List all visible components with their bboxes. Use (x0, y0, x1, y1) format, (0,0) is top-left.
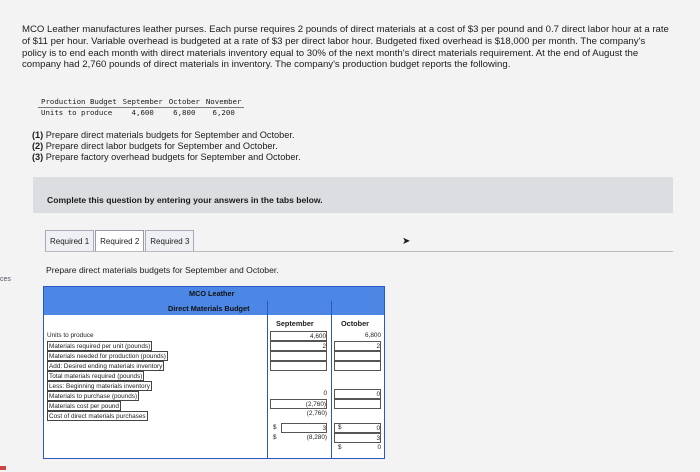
budget-header (44, 287, 384, 315)
requirement-item: (2) Prepare direct labor budgets for September and October. (32, 141, 278, 152)
sep-beginning-inv-input[interactable]: (2,760) (270, 399, 327, 409)
dollar-sign: $ (273, 434, 277, 441)
month-header: September (120, 97, 166, 107)
oct-to-purchase[interactable]: 0 (334, 423, 381, 433)
sep-units-input[interactable]: 4,600 (270, 331, 327, 341)
column-divider (267, 301, 268, 459)
tab-required-1[interactable]: Required 1 (45, 230, 94, 251)
row-label: Less: Beginning materials inventory (49, 383, 150, 390)
requirement-item: (1) Prepare direct materials budgets for September and October. (32, 130, 295, 140)
oct-beginning-inv-input[interactable] (334, 399, 381, 409)
oct-units: 6,800 (365, 332, 381, 339)
oct-ending-inv-input[interactable] (334, 361, 381, 371)
instruction-panel (33, 177, 673, 213)
tab-divider (45, 251, 673, 252)
sep-ending-inv-input[interactable] (270, 361, 327, 371)
budget-company: MCO Leather (189, 289, 235, 298)
requirements-list (32, 130, 301, 164)
side-marker (0, 466, 6, 470)
oct-cost-purchases: 0 (377, 444, 381, 451)
dollar-sign: $ (273, 424, 277, 431)
production-budget-title: Production Budget (38, 97, 120, 107)
row-label: Add: Desired ending materials inventory (49, 363, 163, 370)
requirement-item: (3) Prepare factory overhead budgets for September and October. (32, 152, 301, 163)
col-header-september: September (276, 319, 314, 328)
panel-text: Complete this question by entering your answers in the tabs below. (47, 195, 323, 205)
sep-mat-per-unit-input[interactable]: 2 (270, 341, 327, 351)
sep-mat-needed-input[interactable] (270, 351, 327, 361)
row-label: Materials to purchase (pounds) (49, 393, 138, 400)
sep-to-purchase: (2,760) (306, 410, 327, 417)
row-label: Materials needed for production (pounds) (49, 353, 166, 360)
dollar-sign: $ (338, 444, 342, 451)
production-budget-table (38, 97, 244, 117)
row-label: Total materials required (pounds) (49, 373, 143, 380)
column-divider (331, 301, 332, 459)
instruction-text: Prepare direct materials budgets for September and October. (46, 265, 279, 275)
side-label: ces (0, 276, 11, 283)
tab-bar (45, 230, 195, 251)
row-label: Cost of direct materials purchases (49, 413, 146, 420)
sep-cost-purchases: (8,280) (306, 434, 327, 441)
units-value: 6,200 (212, 107, 235, 117)
row-label: Units to produce (47, 332, 94, 339)
problem-text: MCO Leather manufactures leather purses. Each purse requires 2 pounds of direct materials at a cost of $3 per pound and 0.7 direct labor hour at a rate of $11 per hour. Variable overhead is budgeted at a rate of $3 per direct labor hour. Budgeted fixed overhead is $18,000 per month. The company's policy is to end each month with direct materials inventory equal to 30% of the next month's direct materials requirement. At the end of August the company had 2,760 pounds of direct materials in inventory. The company's production budget reports the following. (22, 24, 669, 71)
sep-total-required: 0 (323, 390, 327, 397)
units-label: Units to produce (41, 107, 113, 117)
month-header: October (166, 97, 203, 107)
col-header-october: October (341, 319, 369, 328)
direct-materials-budget (43, 286, 385, 459)
budget-title: Direct Materials Budget (168, 304, 250, 313)
row-label: Materials required per unit (pounds) (49, 343, 151, 350)
oct-total-required[interactable]: 0 (334, 389, 381, 399)
dollar-sign: $ (338, 424, 342, 431)
oct-cost-per-pound-input[interactable]: 3 (334, 433, 381, 443)
month-header: November (203, 97, 245, 107)
tab-required-3[interactable]: Required 3 (145, 230, 194, 251)
sep-cost-per-pound-input[interactable]: 3 (281, 423, 327, 433)
oct-mat-needed-input[interactable] (334, 351, 381, 361)
units-value: 4,600 (131, 107, 154, 117)
tab-required-2[interactable]: Required 2 (95, 230, 144, 251)
mouse-cursor-icon: ➤ (402, 236, 411, 247)
row-label: Materials cost per pound (49, 403, 119, 410)
oct-mat-per-unit-input[interactable]: 2 (334, 341, 381, 351)
units-value: 6,800 (173, 107, 196, 117)
